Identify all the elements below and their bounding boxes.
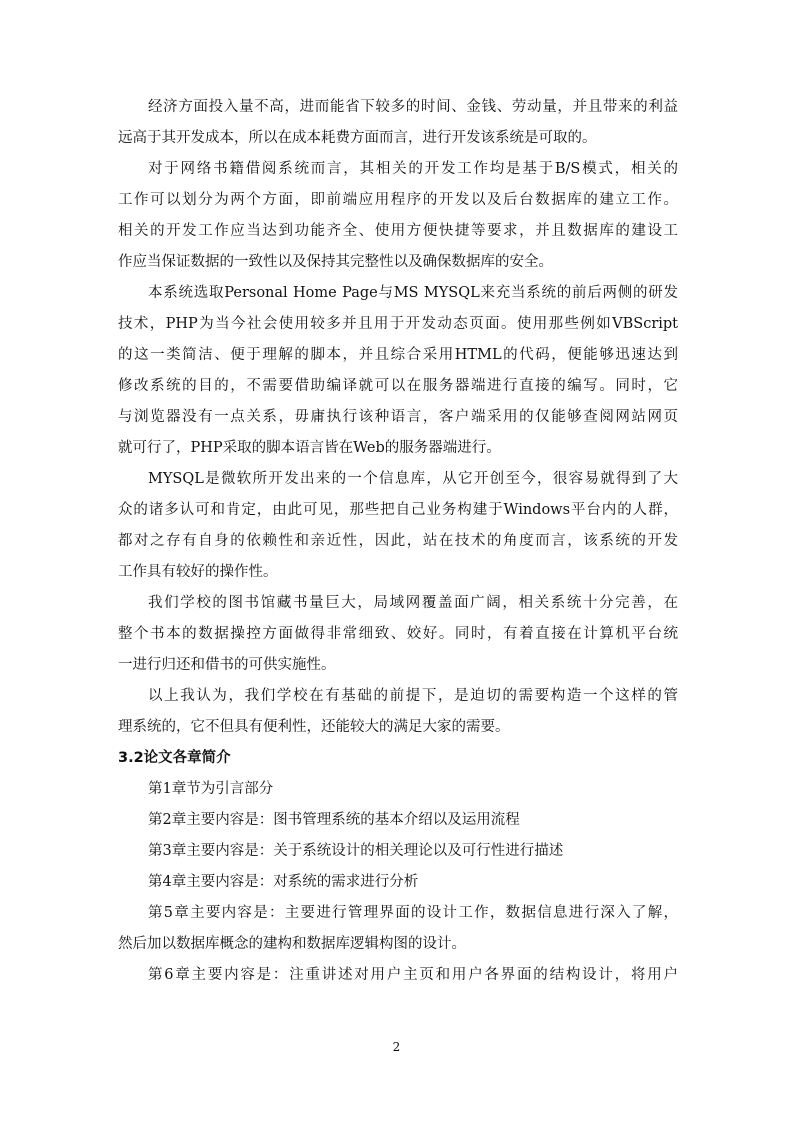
text-line: 众的诸多认可和肯定，由此可见，那些把自己业务构建于Windows平台内的人群， [118, 502, 678, 518]
chapter-summary [118, 805, 678, 836]
text-line: 作应当保证数据的一致性以及保持其完整性以及确保数据库的安全。 [118, 254, 553, 270]
chapter-summary [118, 867, 678, 898]
text-line: 相关的开发工作应当达到功能齐全、使用方便快捷等要求，并且数据库的建设工 [118, 223, 678, 239]
paragraph [118, 278, 678, 464]
section-heading: 3.2论文各章简介 [118, 750, 231, 766]
paragraph [118, 92, 678, 154]
text-line: 以上我认为，我们学校在有基础的前提下，是迫切的需要构造一个这样的管 [148, 688, 678, 704]
paragraph [118, 464, 678, 588]
body-text [118, 92, 678, 743]
text-line: 都对之存有自身的依赖性和亲近性，因此，站在技术的角度而言，该系统的开发 [118, 533, 678, 549]
text-line: 技术，PHP为当今社会使用较多并且用于开发动态页面。使用那些例如VBScript [118, 316, 678, 332]
text-line: 经济方面投入量不高，进而能省下较多的时间、金钱、劳动量，并且带来的利益 [148, 99, 678, 115]
text-line: 然后加以数据库概念的建构和数据库逻辑构图的设计。 [118, 936, 466, 952]
text-line: 理系统的，它不但具有便利性，还能较大的满足大家的需要。 [118, 719, 510, 735]
chapter-summary-list [118, 774, 678, 991]
paragraph [118, 154, 678, 278]
text-line: 的这一类简洁、便于理解的脚本，并且综合采用HTML的代码，便能够迅速达到 [118, 347, 678, 363]
text-line: 工作具有较好的操作性。 [118, 564, 278, 580]
text-line: 就可行了，PHP采取的脚本语言皆在Web的服务器端进行。 [118, 440, 501, 456]
text-line: 第5章主要内容是：主要进行管理界面的设计工作，数据信息进行深入了解， [148, 905, 678, 921]
text-line: 一进行归还和借书的可供实施性。 [118, 657, 336, 673]
paragraph [118, 588, 678, 681]
text-line: MYSQL是微软所开发出来的一个信息库，从它开创至今，很容易就得到了大 [148, 471, 678, 487]
text-line: 第4章主要内容是：对系统的需求进行分析 [148, 874, 419, 890]
text-line: 远高于其开发成本，所以在成本耗费方面而言，进行开发该系统是可取的。 [118, 130, 597, 146]
chapter-summary [118, 960, 678, 991]
text-line: 第6章主要内容是：注重讲述对用户主页和用户各界面的结构设计，将用户 [148, 967, 678, 983]
paragraph [118, 681, 678, 743]
text-line: 本系统选取Personal Home Page与MS MYSQL来充当系统的前后两侧的研发 [148, 285, 678, 301]
chapter-summary [118, 774, 678, 805]
text-line: 第1章节为引言部分 [148, 781, 274, 797]
text-line: 第3章主要内容是：关于系统设计的相关理论以及可行性进行描述 [148, 843, 564, 859]
document-page [118, 92, 678, 991]
text-line: 修改系统的目的，不需要借助编译就可以在服务器端进行直接的编写。同时，它 [118, 378, 678, 394]
chapter-summary [118, 898, 678, 960]
page-number: 2 [392, 1040, 401, 1054]
text-line: 对于网络书籍借阅系统而言，其相关的开发工作均是基于B/S模式，相关的 [148, 161, 678, 177]
text-line: 第2章主要内容是：图书管理系统的基本介绍以及运用流程 [148, 812, 520, 828]
chapter-summary [118, 836, 678, 867]
text-line: 与浏览器没有一点关系，毋庸执行该种语言，客户端采用的仅能够查阅网站网页 [118, 409, 678, 425]
text-line: 工作可以划分为两个方面，即前端应用程序的开发以及后台数据库的建立工作。 [118, 192, 678, 208]
text-line: 我们学校的图书馆藏书量巨大，局域网覆盖面广阔，相关系统十分完善，在 [148, 595, 678, 611]
text-line: 整个书本的数据操控方面做得非常细致、姣好。同时，有着直接在计算机平台统 [118, 626, 678, 642]
